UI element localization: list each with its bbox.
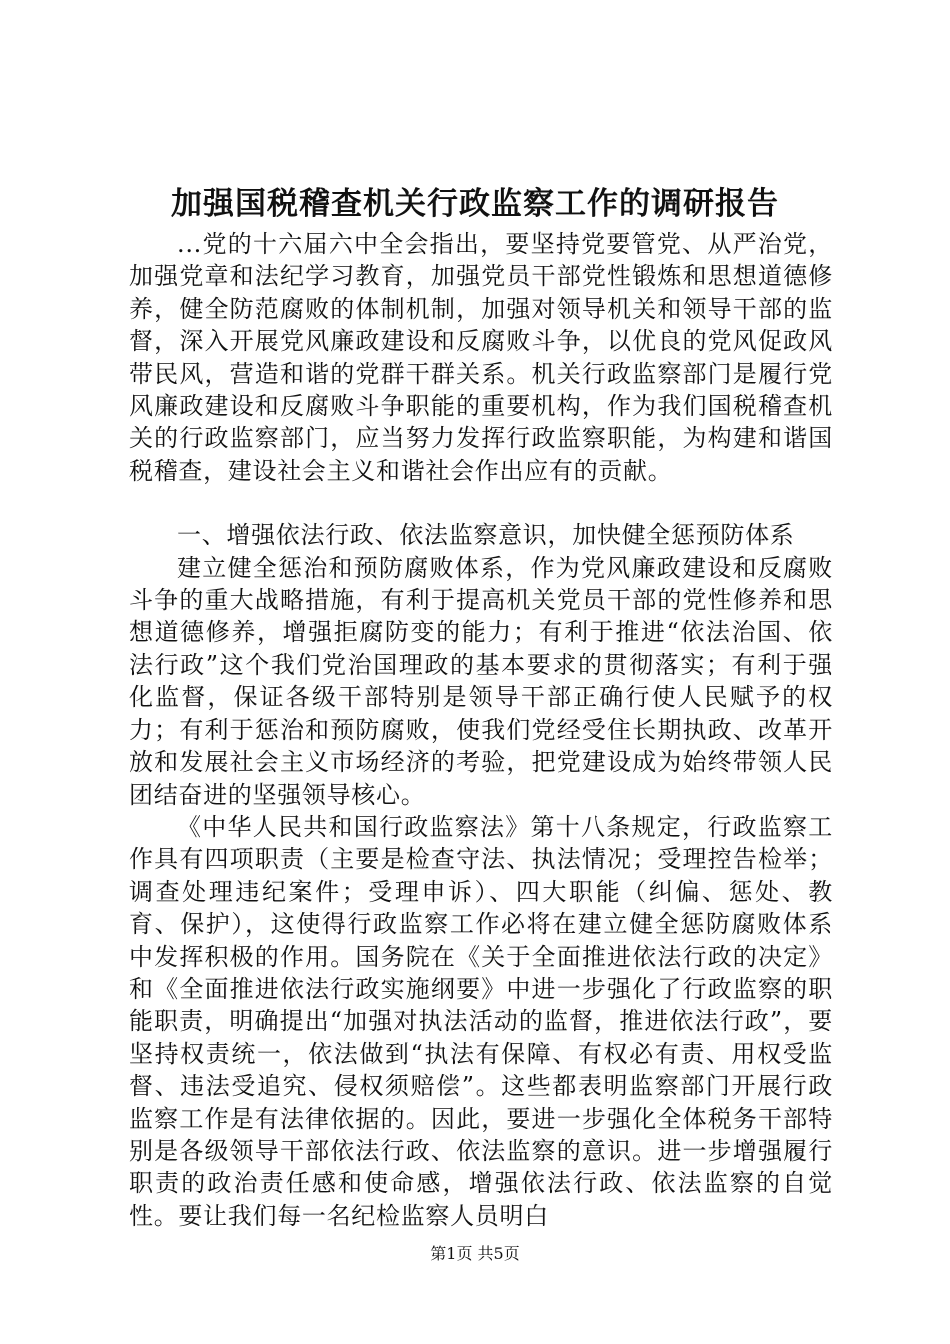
page-footer: 第1页 共5页 [430,1244,520,1263]
document-body [129,228,833,1232]
document-title: 加强国税稽查机关行政监察工作的调研报告 [171,186,779,222]
section-heading: 一、增强依法行政、依法监察意识，加快健全惩预防体系 [177,521,795,550]
paragraph-spacer [129,487,833,519]
body-paragraph: 建立健全惩治和预防腐败体系，作为党风廉政建设和反腐败斗争的重大战略措施，有利于提高机关党员干部的党性修养和思想道德修养，增强拒腐防变的能力；有利于推进“依法治国、依法行政”这个我们党治国理政的基本要求的贯彻落实；有利于强化监督，保证各级干部特别是领导干部正确行使人民赋予的权力；有利于惩治和预防腐败，使我们党经受住长期执政、改革开放和发展社会主义市场经济的考验，把党建设成为始终带领人民团结奋进的坚强领导核心。 [129,553,833,809]
intro-paragraph: ...党的十六届六中全会指出，要坚持党要管党、从严治党，加强党章和法纪学习教育，加强党员干部党性锻炼和思想道德修养，健全防范腐败的体制机制，加强对领导机关和领导干部的监督，深入开展党风廉政建设和反腐败斗争，以优良的党风促政风带民风，营造和谐的党群干群关系。机关行政监察部门是履行党风廉政建设和反腐败斗争职能的重要机构，作为我们国税稽查机关的行政监察部门，应当努力发挥行政监察职能，为构建和谐国税稽查，建设社会主义和谐社会作出应有的贡献。 [129,230,833,485]
body-paragraph: 《中华人民共和国行政监察法》第十八条规定，行政监察工作具有四项职责（主要是检查守法、执法情况；受理控告检举；调查处理违纪案件；受理申诉）、四大职能（纠偏、惩处、教育、保护），这使得行政监察工作必将在建立健全惩防腐败体系中发挥积极的作用。国务院在《关于全面推进依法行政的决定》和《全面推进依法行政实施纲要》中进一步强化了行政监察的职能职责，明确提出“加强对执法活动的监督，推进依法行政”，要坚持权责统一，依法做到“执法有保障、有权必有责、用权受监督、违法受追究、侵权须赔偿”。这些都表明监察部门开展行政监察工作是有法律依据的。因此，要进一步强化全体税务干部特别是各级领导干部依法行政、依法监察的意识。进一步增强履行职责的政治责任感和使命感，增强依法行政、依法监察的自觉性。要让我们每一名纪检监察人员明白 [129,812,833,1230]
